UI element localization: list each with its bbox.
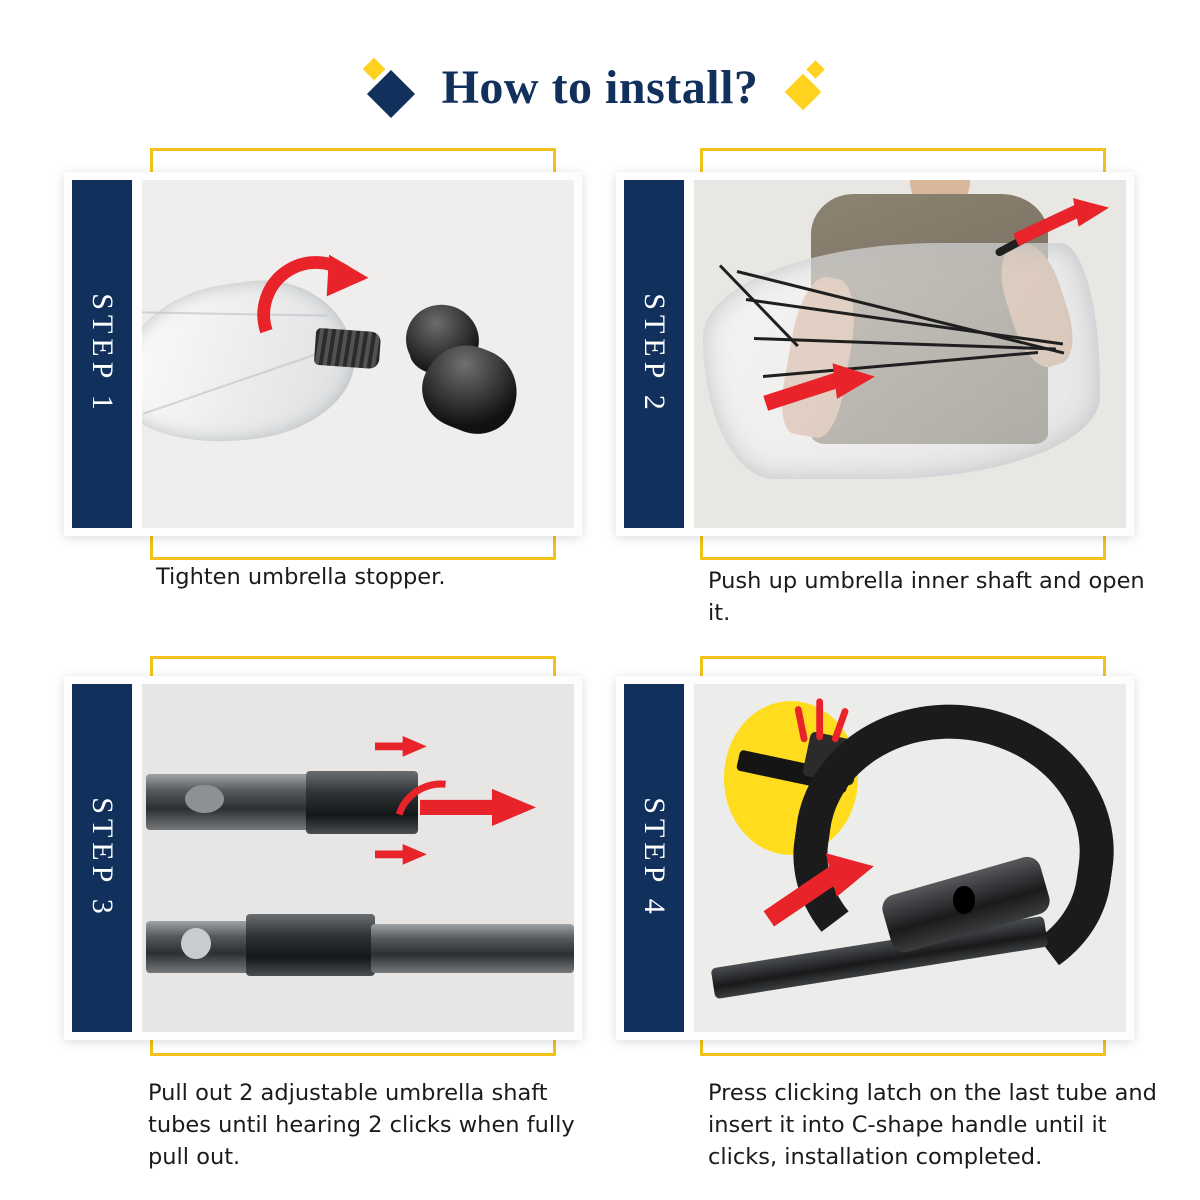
- diamond-yellow-icon: [785, 74, 822, 111]
- step-2-body: [616, 172, 1134, 536]
- step-1-tab: [72, 180, 132, 528]
- step-4-caption: Press clicking latch on the last tube and insert it into C-shape handle until it clicks, installation completed.: [708, 1080, 1157, 1170]
- diamond-yellow-small-icon: [807, 60, 825, 78]
- step-1-caption: Tighten umbrella stopper.: [156, 564, 446, 590]
- step-1-body: [64, 172, 582, 536]
- page-title: How to install?: [441, 60, 759, 114]
- small-arrow-icon-2: [375, 837, 427, 872]
- title-decoration-right: [784, 57, 834, 117]
- step-2-label: STEP 2: [638, 293, 671, 415]
- step-1-label: STEP 1: [86, 293, 119, 415]
- step-3-label: STEP 3: [86, 797, 119, 919]
- step-3-tab: [72, 684, 132, 1032]
- insert-arrow-icon: [763, 851, 875, 928]
- step-2-tab: [624, 180, 684, 528]
- umbrella-stopper-photo: [142, 180, 574, 528]
- push-up-inner-shaft-photo: [694, 180, 1126, 528]
- diamond-yellow-icon: [362, 58, 385, 81]
- c-shape-handle-photo: [694, 684, 1126, 1032]
- pull-arrow-icon: [393, 768, 540, 838]
- page-title-row: [0, 52, 1200, 122]
- click-burst-icon: [789, 694, 858, 743]
- title-decoration-left: [366, 57, 416, 117]
- push-up-arrow-icon: [1014, 194, 1109, 250]
- adjustable-shaft-tubes-photo: [142, 684, 574, 1032]
- push-up-arrow-icon-2: [763, 361, 875, 417]
- step-2-caption: Push up umbrella inner shaft and open it.: [708, 568, 1145, 626]
- step-4-label: STEP 4: [638, 797, 671, 919]
- step-4-body: [616, 676, 1134, 1040]
- step-3-body: [64, 676, 582, 1040]
- step-4-tab: [624, 684, 684, 1032]
- step-3-caption: Pull out 2 adjustable umbrella shaft tubes until hearing 2 clicks when fully pull out.: [148, 1080, 575, 1170]
- small-arrow-icon-1: [375, 729, 427, 764]
- rotate-arrow-icon: [246, 250, 384, 354]
